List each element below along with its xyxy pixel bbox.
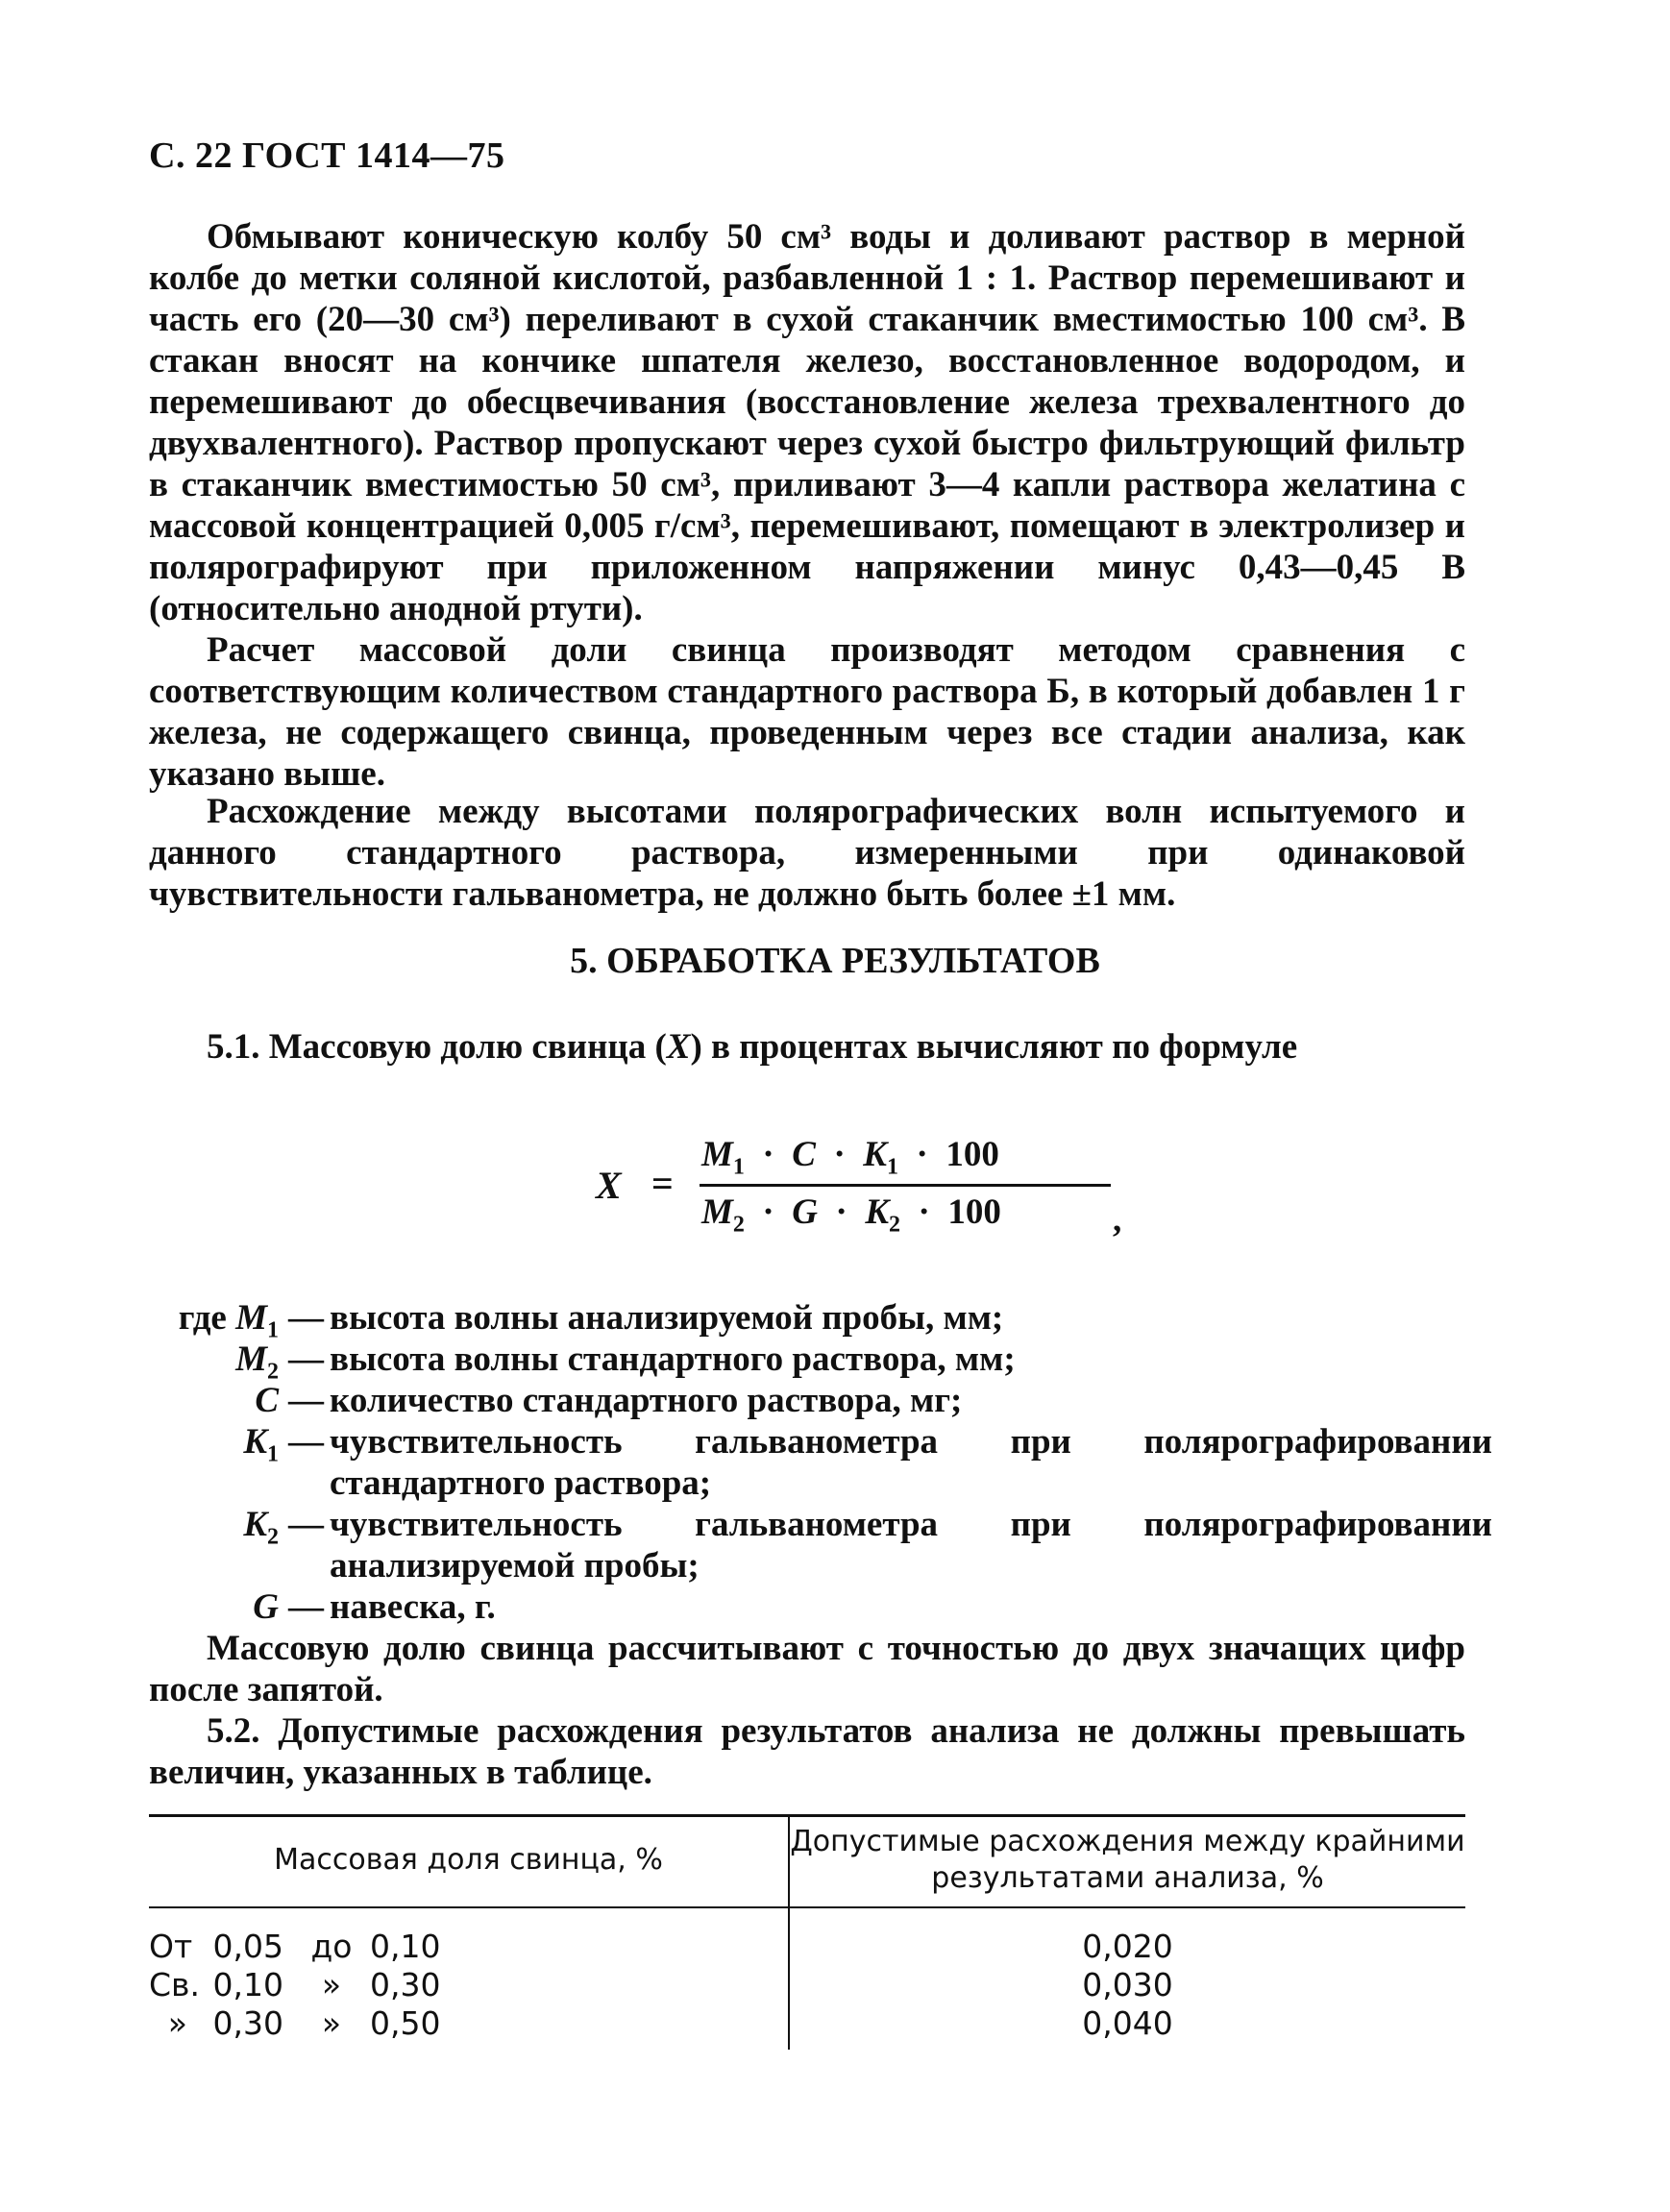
definition-text: чувствительность гальванометра при полярографировании анализируемой пробы;: [330, 1505, 1492, 1585]
clause-5-1-before: 5.1. Массовую долю свинца (: [207, 1027, 667, 1067]
table-header-rule: [149, 1906, 1465, 1908]
definition-text: навеска, г.: [330, 1587, 496, 1627]
formula-x: [586, 1134, 1124, 1240]
paragraph-precision: Массовую долю свинца рассчитывают с точностью до двух значащих цифр после запятой.: [149, 1629, 1465, 1709]
definition-symbol: $K_2$: [243, 1505, 279, 1550]
paragraph-procedure: Обмывают коническую колбу 50 см³ воды и доливают раствор в мерной колбе до метки соляной кислотой, разбавленной 1 : 1. Раствор перемешивают и часть его (20—30 см³) переливают в сухой стаканчик вместимостью 100 см³. В стакан вносят на кончике шпателя железо, восстановленное водородом, и перемешивают до обесцвечивания (восстановление железа трехвалентного до двухвалентного). Раствор пропускают через сухой быстро фильтрующий фильтр в стаканчик вместимостью 50 см³, приливают 3—4 капли раствора желатина с массовой концентрацией 0,005 г/см³, перемешивают, помещают в электролизер и полярографируют при приложенном напряжении минус 0,43—0,45 В (относительно анодной ртути).: [149, 217, 1465, 628]
paragraph-discrepancy: Расхождение между высотами полярографических волн испытуемого и данного стандартного раствора, измеренными при одинаковой чувствительности гальванометра, не должно быть более ±1 мм.: [149, 792, 1465, 914]
definition-text: чувствительность гальванометра при полярографировании стандартного раствора;: [330, 1422, 1492, 1503]
definition-row: где $M_1$ — высота волны анализируемой пробы, мм;: [149, 1297, 1465, 1339]
table-top-rule: [149, 1814, 1465, 1817]
definition-symbol: $K_1$: [243, 1422, 279, 1467]
clause-5-1: [207, 1026, 1297, 1068]
formula-lhs: X: [596, 1164, 622, 1207]
definition-row: C — количество стандартного раствора, мг;: [149, 1380, 1465, 1421]
formula-numerator: $M_1 \cdot C \cdot K_1 \cdot 100$: [701, 1135, 999, 1180]
clause-5-1-var: X: [666, 1027, 691, 1067]
clause-5-1-after: ) в процентах вычисляют по формуле: [690, 1027, 1298, 1067]
definition-row: G — навеска, г.: [149, 1586, 1465, 1628]
formula-comma: ,: [1113, 1200, 1122, 1240]
formula-fraction-bar: [700, 1184, 1111, 1187]
formula-equals: =: [651, 1162, 674, 1205]
definition-row: $M_2$ — высота волны стандартного раствора, мм;: [149, 1339, 1465, 1380]
formula-denominator: $M_2 \cdot G \cdot K_2 \cdot 100$: [701, 1192, 1001, 1238]
table-row: Св. 0,10 » 0,30 0,030: [149, 1966, 1173, 2003]
clause-5-2: 5.2. Допустимые расхождения результатов анализа не должны превышать величин, указанных в таблице.: [149, 1711, 1465, 1792]
table-row: От 0,05 до 0,10 0,020: [149, 1928, 1173, 1965]
tolerance-table: [149, 1814, 1465, 2054]
definition-symbol: C: [255, 1381, 279, 1420]
definition-symbol: $M_2$: [235, 1339, 279, 1385]
table-header-tolerance: Допустимые расхождения между крайними результатами анализа, %: [790, 1825, 1465, 1895]
definition-text: высота волны стандартного раствора, мм;: [330, 1339, 1016, 1379]
page-header: С. 22 ГОСТ 1414—75: [149, 135, 505, 176]
paragraph-calculation-method: Расчет массовой доли свинца производят методом сравнения с соответствующим количеством стандартного раствора Б, в который добавлен 1 г железа, не содержащего свинца, проведенным через все стадии анализа, как указано выше.: [149, 630, 1465, 794]
table-row: » 0,30 » 0,50 0,040: [167, 2004, 1173, 2042]
section-title: 5. ОБРАБОТКА РЕЗУЛЬТАТОВ: [570, 941, 1100, 981]
definition-text: высота волны анализируемой пробы, мм;: [330, 1298, 1004, 1338]
definition-row: $K_1$ — чувствительность гальванометра при полярографировании стандартного раствора;: [149, 1421, 1465, 1504]
table-header-mass-fraction: Массовая доля свинца, %: [274, 1843, 663, 1877]
definition-row: $K_2$ — чувствительность гальванометра при полярографировании анализируемой пробы;: [149, 1504, 1465, 1586]
definition-text: количество стандартного раствора, мг;: [330, 1381, 963, 1420]
definition-symbol: где $M_1$: [178, 1298, 279, 1343]
definition-symbol: G: [253, 1587, 279, 1627]
